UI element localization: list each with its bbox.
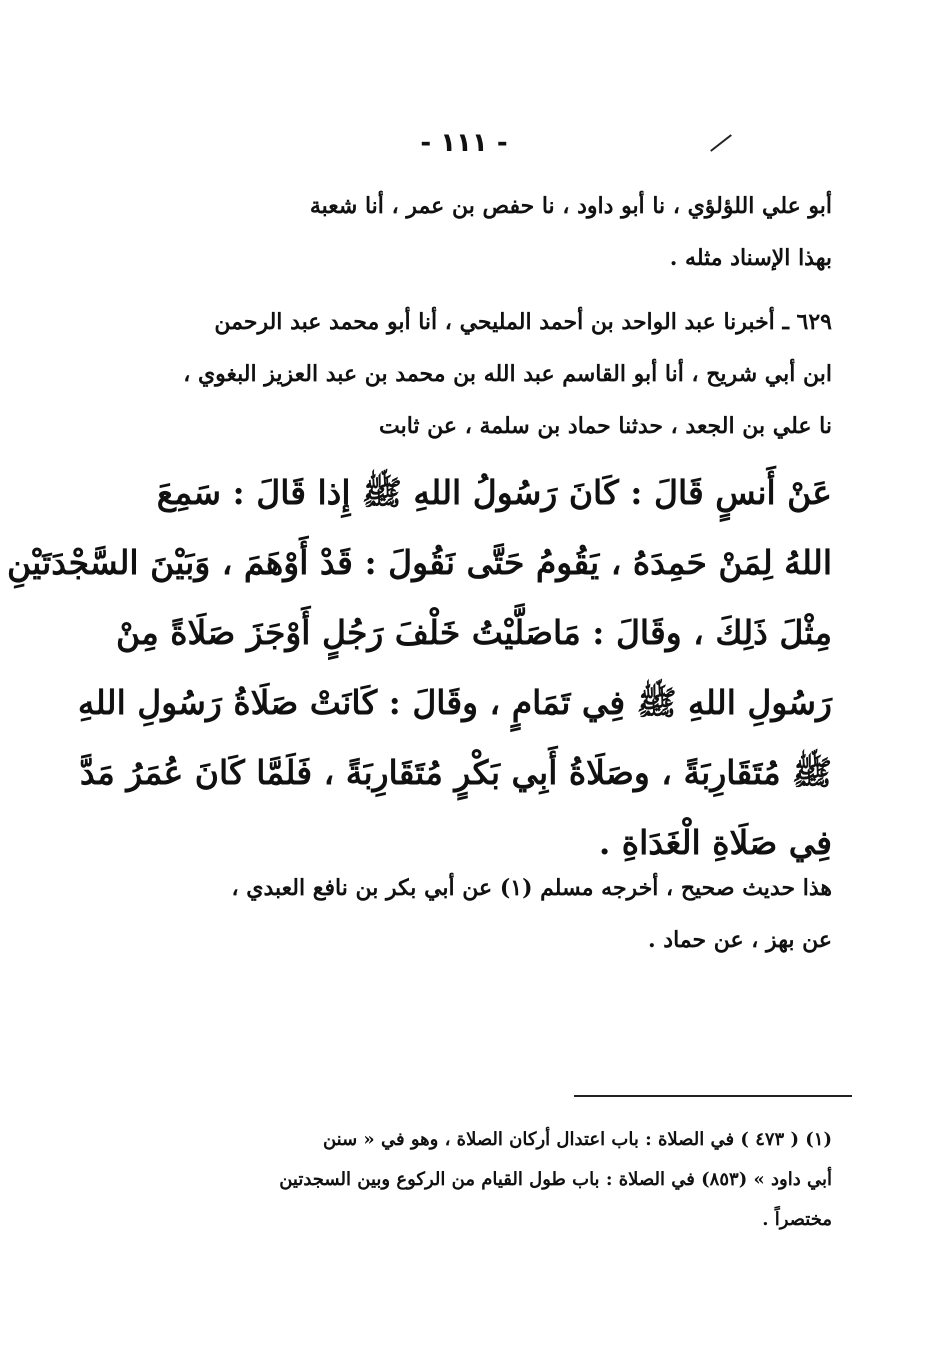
text-line: ﷺ مُتَقَارِبَةً ، وصَلَاةُ أَبِي بَكْرٍ مُتَقَارِبَةً ، فَلَمَّا كَانَ عُمَرُ مَدَّ — [79, 753, 832, 792]
paragraph-isnad-1 — [160, 180, 832, 284]
footnotes — [170, 1120, 832, 1240]
footnote-line: مختصراً . — [762, 1209, 832, 1230]
text-line: ابن أبي شريح ، أنا أبو القاسم عبد الله بن محمد بن عبد العزيز البغوي ، — [183, 361, 832, 387]
text-line: عَنْ أَنسٍ قَالَ : كَانَ رَسُولُ اللهِ ﷺ إِذا قَالَ : سَمِعَ — [156, 473, 832, 512]
text-line: أبو علي اللؤلؤي ، نا أبو داود ، نا حفص بن عمر ، أنا شعبة — [309, 193, 832, 219]
text-line: رَسُولِ اللهِ ﷺ فِي تَمَامٍ ، وقَالَ : كَانَتْ صَلَاةُ رَسُولِ اللهِ — [77, 683, 832, 722]
text-line: ٦٢٩ ـ أخبرنا عبد الواحد بن أحمد المليحي ، أنا أبو محمد عبد الرحمن — [214, 309, 832, 335]
text-line: اللهُ لِمَنْ حَمِدَهُ ، يَقُومُ حَتَّى نَقُولَ : قَدْ أَوْهَمَ ، وَبَيْنَ السَّجْدَتَيْنِ — [7, 543, 832, 582]
text-line: عن بهز ، عن حماد . — [647, 927, 832, 953]
text-line: نا علي بن الجعد ، حدثنا حماد بن سلمة ، عن ثابت — [378, 413, 832, 439]
footnote-line: أبي داود » (٨٥٣) في الصلاة : باب طول القيام من الركوع وبين السجدتين — [279, 1169, 832, 1190]
hadith-matn — [7, 458, 832, 878]
text-line: هذا حديث صحيح ، أخرجه مسلم (١) عن أبي بكر بن نافع العبدي ، — [231, 875, 832, 901]
text-line: مِثْلَ ذَلِكَ ، وقَالَ : مَاصَلَّيْتُ خَلْفَ رَجُلٍ أَوْجَزَ صَلَاةً مِنْ — [115, 613, 832, 652]
text-line: فِي صَلَاةِ الْغَدَاةِ . — [598, 823, 832, 862]
paragraph-isnad-629 — [160, 296, 832, 452]
footnote-line: (١) ( ٤٧٣ ) في الصلاة : باب اعتدال أركان الصلاة ، وهو في « سنن — [322, 1129, 832, 1150]
text-line: بهذا الإسناد مثله . — [669, 245, 832, 271]
footnote-divider — [574, 1095, 852, 1097]
page-number: - ١١١ - — [420, 128, 508, 158]
paragraph-grading — [160, 862, 832, 966]
